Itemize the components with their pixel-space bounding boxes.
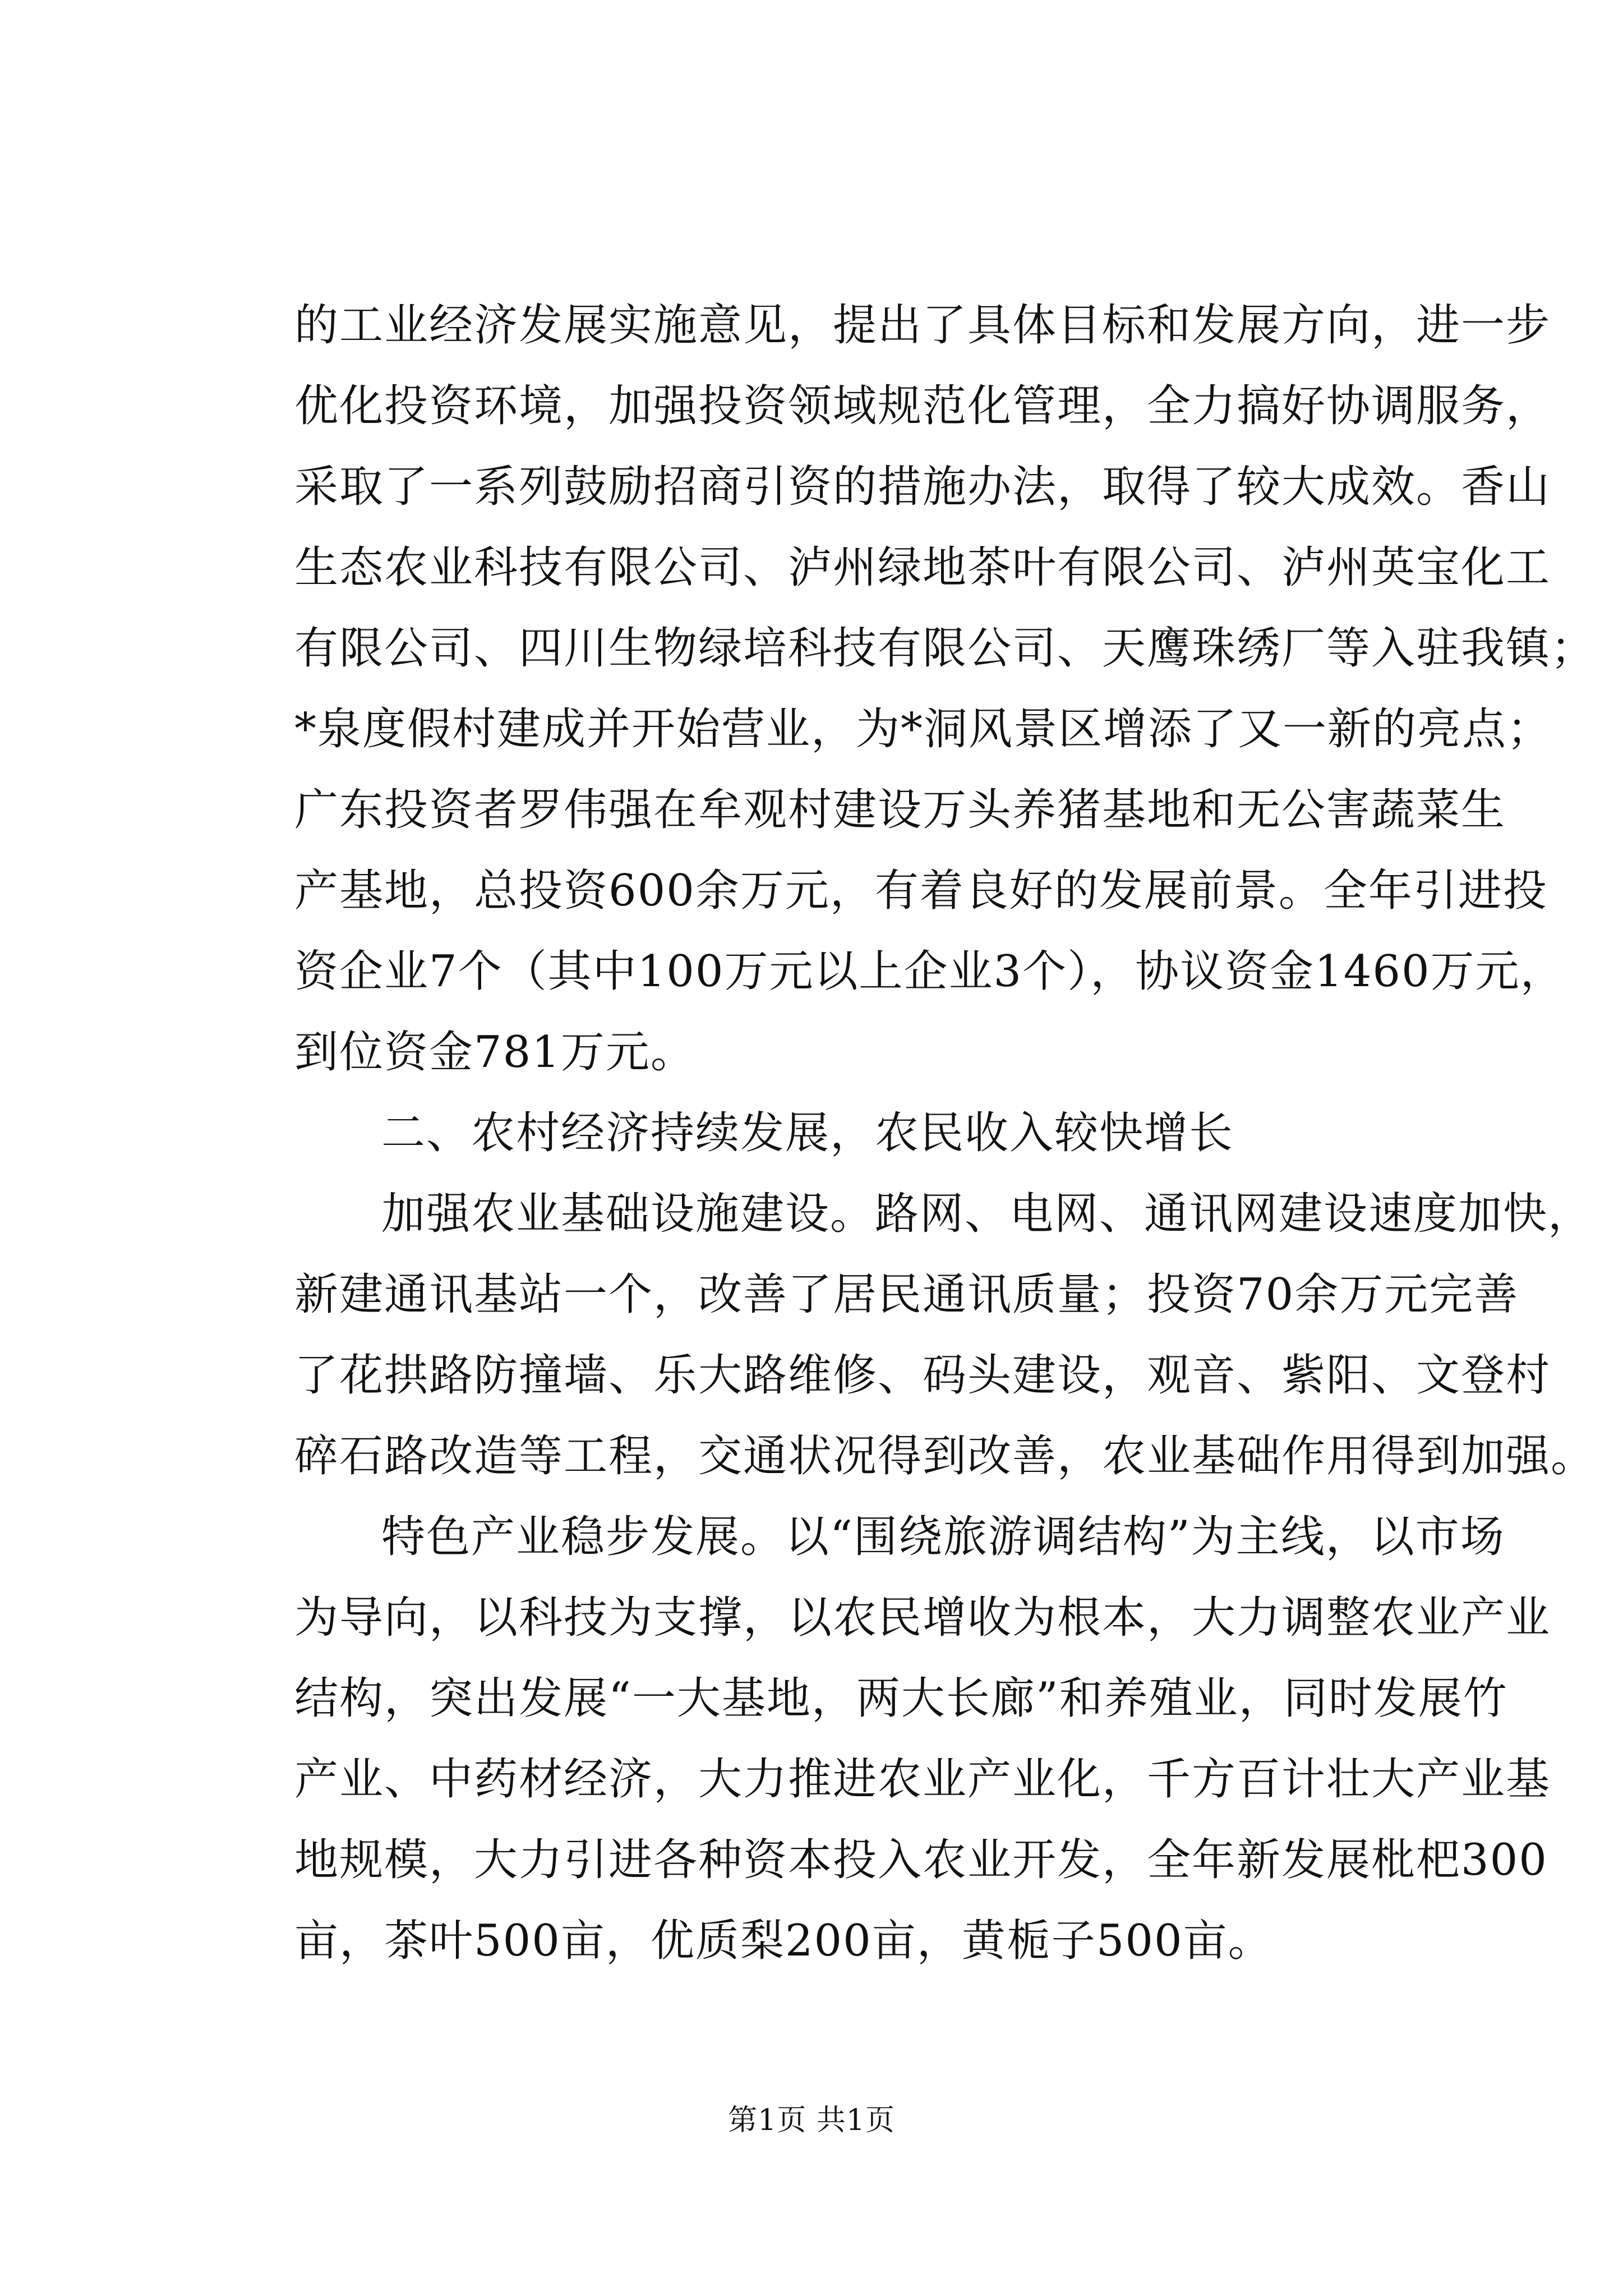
section-heading: 二、农村经济持续发展，农民收入较快增长 [381, 1108, 1234, 1158]
text-line-paragraph-end: 亩，茶叶500亩，优质梨200亩，黄栀子500亩。 [294, 1916, 1273, 1966]
text-line: 新建通讯基站一个，改善了居民通讯质量；投资70余万元完善 [294, 1269, 1519, 1320]
text-line-paragraph-end: 碎石路改造等工程，交通状况得到改善，农业基础作用得到加强。 [294, 1431, 1596, 1481]
text-line: 产业、中药材经济，大力推进农业产业化，千方百计壮大产业基 [294, 1754, 1551, 1805]
text-line: 优化投资环境，加强投资领域规范化管理，全力搞好协调服务， [294, 381, 1551, 431]
paragraph-first-line: 加强农业基础设施建设。路网、电网、通讯网建设速度加快， [381, 1189, 1593, 1239]
text-line: 资企业7个（其中100万元以上企业3个），协议资金1460万元， [294, 946, 1565, 997]
text-line: 了花拱路防撞墙、乐大路维修、码头建设，观音、紫阳、文登村 [294, 1350, 1551, 1401]
text-line: 地规模，大力引进各种资本投入农业开发，全年新发展枇杷300 [294, 1835, 1548, 1885]
text-line: 广东投资者罗伟强在牟观村建设万头养猪基地和无公害蔬菜生 [294, 785, 1506, 835]
text-line-paragraph-end: 到位资金781万元。 [294, 1027, 695, 1078]
text-line: 采取了一系列鼓励招商引资的措施办法，取得了较大成效。香山 [294, 462, 1551, 512]
text-line: 生态农业科技有限公司、泸州绿地茶叶有限公司、泸州英宝化工 [294, 542, 1551, 593]
text-line: 的工业经济发展实施意见，提出了具体目标和发展方向，进一步 [294, 300, 1551, 351]
paragraph-first-line: 特色产业稳步发展。以“围绕旅游调结构”为主线，以市场 [381, 1512, 1505, 1562]
text-line: 产基地，总投资600余万元，有着良好的发展前景。全年引进投 [294, 866, 1548, 916]
page-number-footer: 第1页 共1页 [728, 2104, 895, 2137]
text-line: 为导向，以科技为支撑，以农民增收为根本，大力调整农业产业 [294, 1593, 1551, 1643]
text-line: *泉度假村建成并开始营业，为*洞风景区增添了又一新的亮点； [294, 704, 1552, 754]
text-line: 有限公司、四川生物绿培科技有限公司、天鹰珠绣厂等入驻我镇； [294, 623, 1596, 674]
text-line: 结构，突出发展“一大基地，两大长廊”和养殖业，同时发展竹 [294, 1673, 1508, 1724]
